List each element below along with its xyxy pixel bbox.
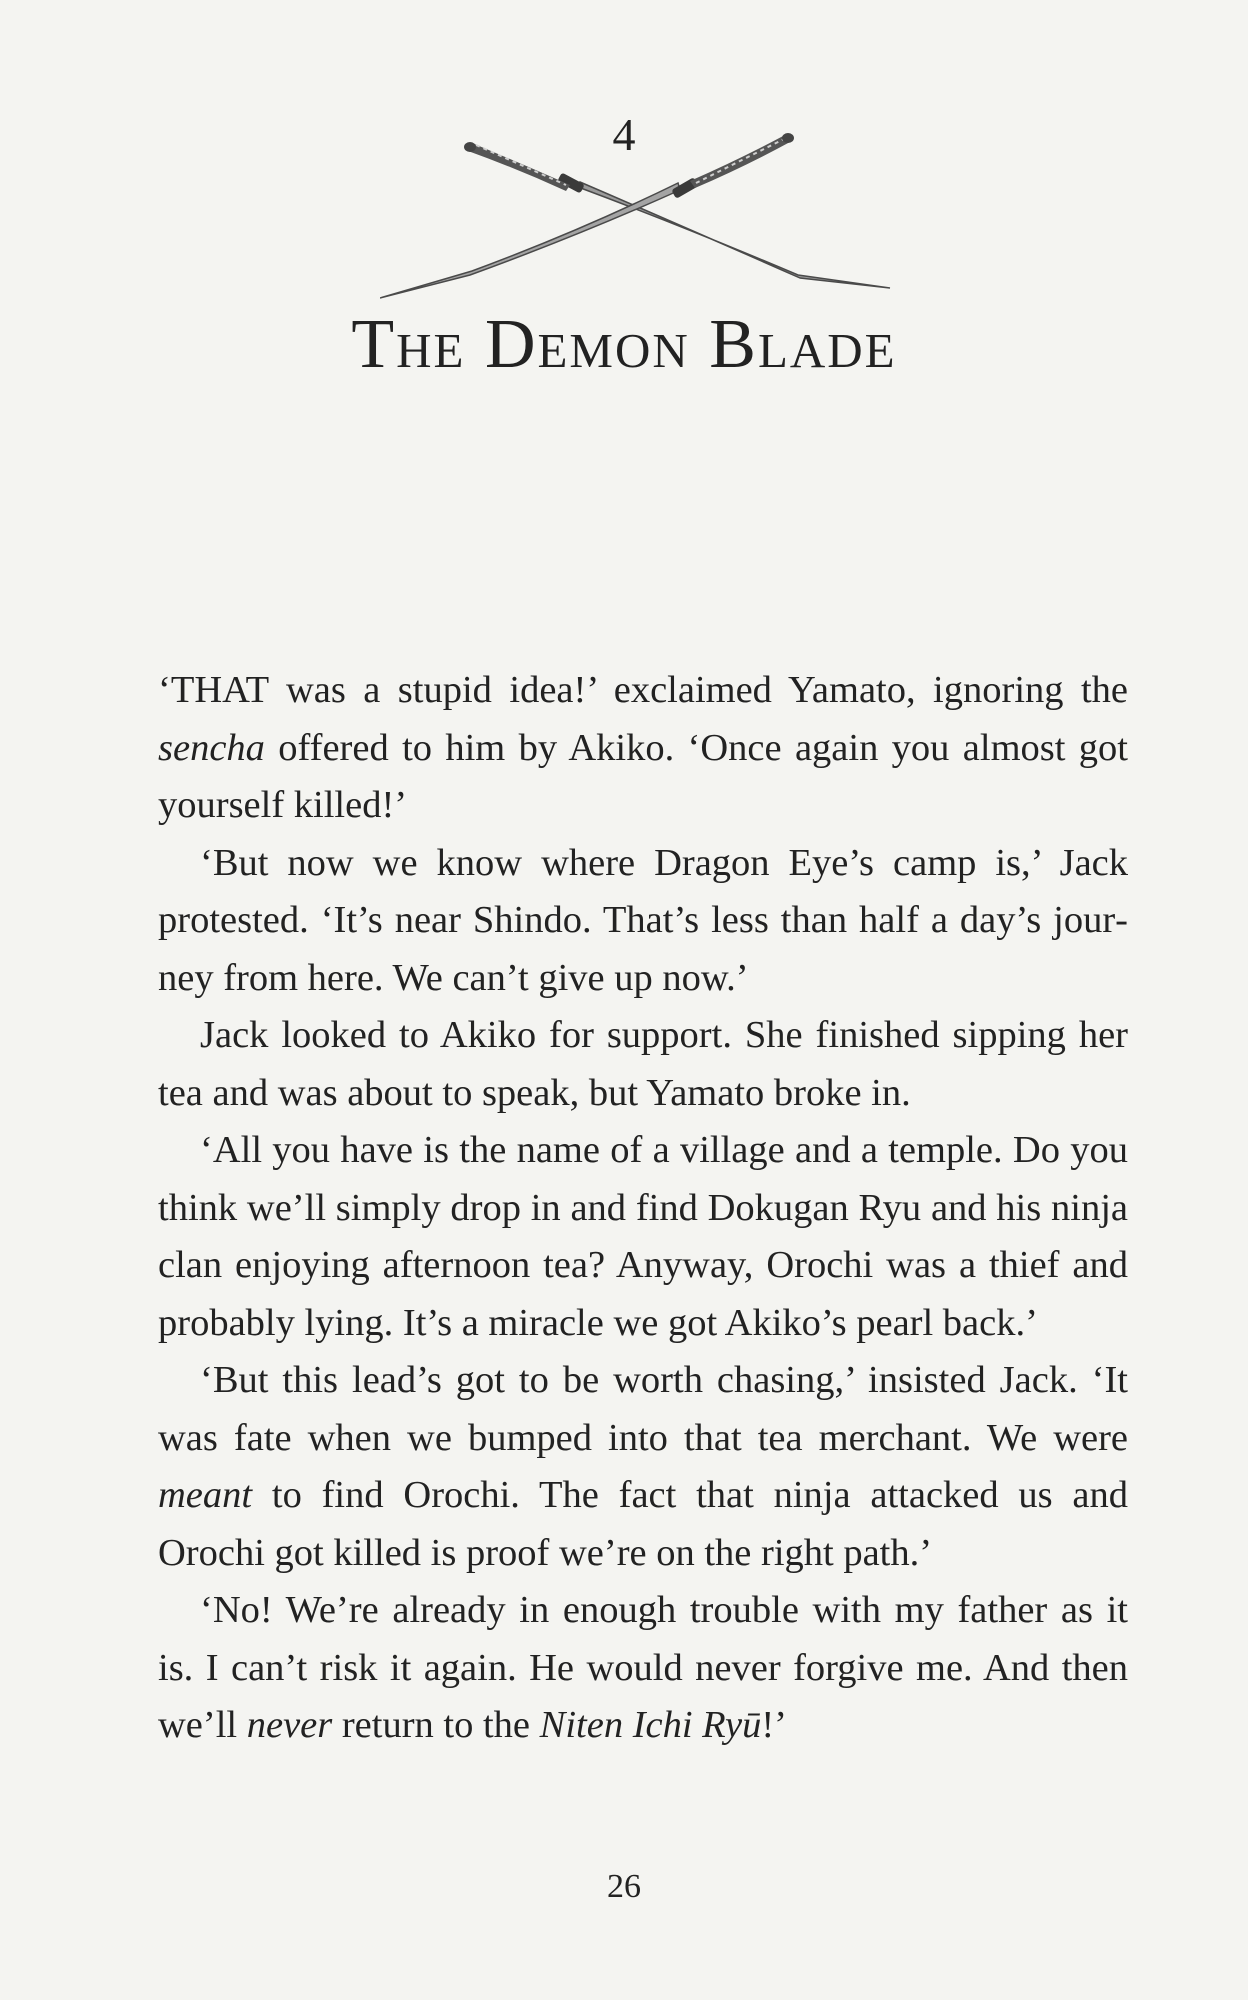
text-segment: !’ bbox=[761, 1704, 787, 1746]
paragraph bbox=[158, 662, 1128, 835]
text-segment: ‘No! We’re already in enough trouble with my father as it is. I can’t risk it again. He would never forgive me. And then we’ll bbox=[158, 1589, 1128, 1746]
chapter-title: The Demon Blade bbox=[351, 306, 897, 383]
crossed-katanas-icon bbox=[380, 125, 900, 300]
italic-text-segment: meant bbox=[158, 1474, 253, 1516]
text-segment: ‘All you have is the name of a village and a temple. Do you think we’ll simply drop in and find Dokugan Ryu and his ninja clan enjoying afternoon tea? Anyway, Orochi was a thief and probably lying. It’s a miracle we got Akiko’s pearl back.’ bbox=[158, 1129, 1128, 1344]
italic-text-segment: sencha bbox=[158, 726, 265, 769]
paragraph bbox=[158, 1582, 1128, 1755]
text-segment: ‘THAT was a stupid idea!’ exclaimed Yamato, ignoring the bbox=[158, 669, 1128, 711]
paragraph bbox=[158, 835, 1128, 1008]
katana-right-icon bbox=[380, 133, 794, 298]
paragraph bbox=[158, 1352, 1128, 1582]
chapter-number: 4 bbox=[612, 109, 636, 160]
text-segment: ‘But now we know where Dragon Eye’s camp is,’ Jack protested. ‘It’s near Shindo. That’s less than half a day’s journey from here. We can’t give up now.’ bbox=[158, 841, 1128, 999]
text-segment: to find Orochi. The fact that ninja attacked us and Orochi got killed is proof we’re on the right path.’ bbox=[158, 1474, 1128, 1574]
italic-text-segment: never bbox=[246, 1704, 333, 1746]
katana-left-icon bbox=[464, 142, 890, 288]
italic-text-segment: Niten Ichi Ryū bbox=[539, 1704, 762, 1746]
text-segment: return to the bbox=[332, 1704, 540, 1746]
page-number: 26 bbox=[607, 1868, 641, 1905]
paragraph bbox=[158, 1007, 1128, 1122]
text-segment: ‘But this lead’s got to be worth chasing,’ insisted Jack. ‘It was fate when we bumped into that tea merchant. We were bbox=[158, 1359, 1128, 1459]
text-segment: offered to him by Akiko. ‘Once again you almost got yourself killed!’ bbox=[158, 726, 1128, 826]
text-segment: Jack looked to Akiko for support. She finished sipping her tea and was about to speak, but Yamato broke in. bbox=[158, 1014, 1128, 1114]
paragraph bbox=[158, 1122, 1128, 1352]
chapter-text bbox=[158, 662, 1128, 1755]
